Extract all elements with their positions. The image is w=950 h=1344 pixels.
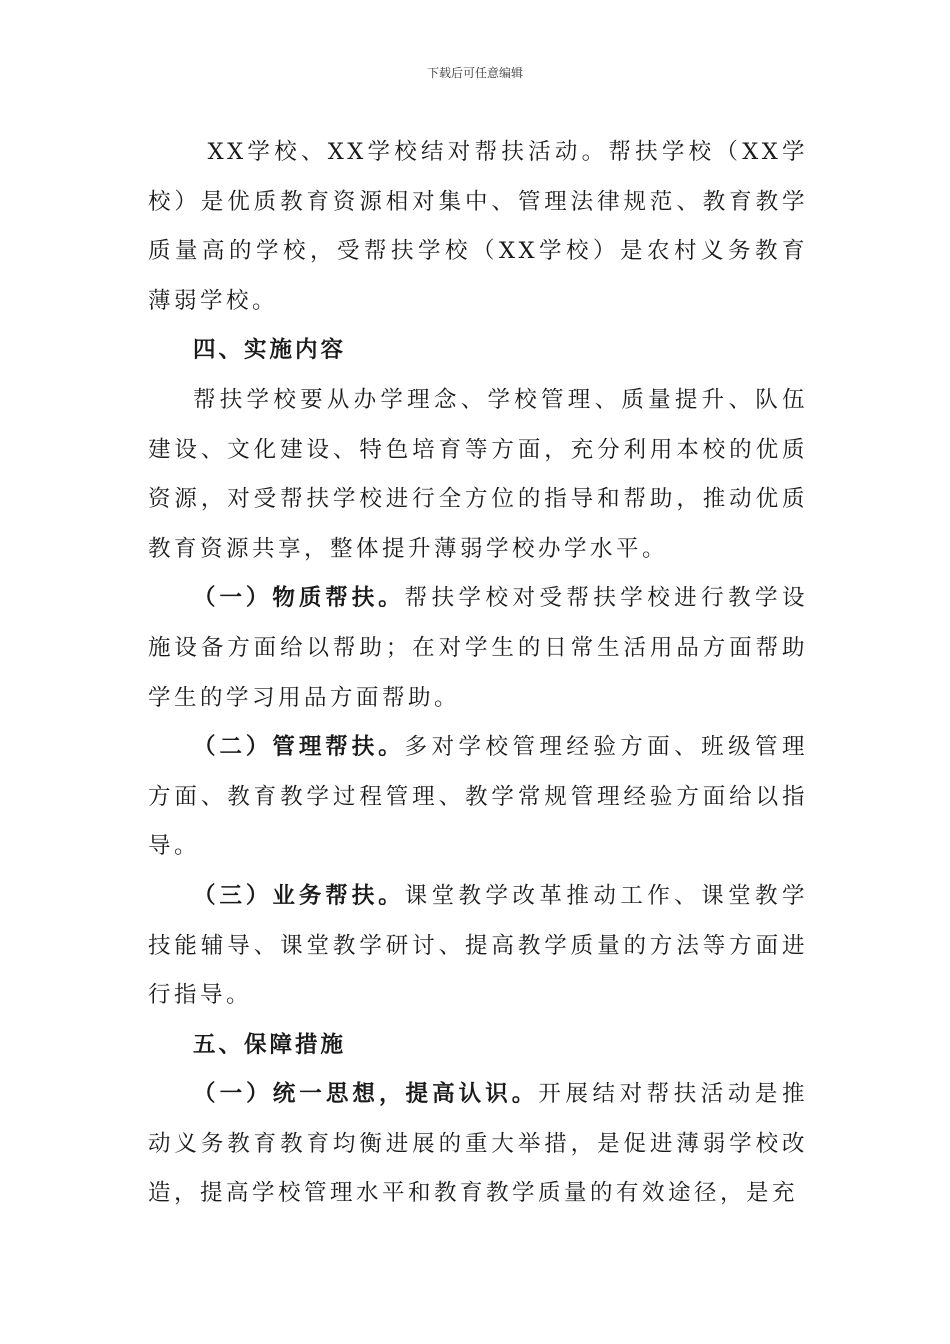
subheading-material-support: （一）物质帮扶。	[193, 585, 405, 612]
text-material-support: 帮扶学校对受帮扶学校进行教学设施设备方面给以帮助；在对学生的日常生活用品方面帮助学生的学习用品方面帮助。	[148, 585, 808, 711]
page-header-note: 下载后可任意编辑	[426, 66, 523, 80]
text-management-support: 多对学校管理经验方面、班级管理方面、教育教学过程管理、教学常规管理经验方面给以指导。	[148, 734, 808, 860]
paragraph-implementation: 帮扶学校要从办学理念、学校管理、质量提升、队伍建设、文化建设、特色培育等方面，充分利用本校的优质资源，对受帮扶学校进行全方位的指导和帮助，推动优质教育资源共享，整体提升薄弱学校办学水平。	[148, 386, 808, 562]
paragraph-unify-thinking	[148, 1070, 808, 1219]
paragraph-material-support	[148, 574, 808, 723]
paragraph-management-support	[148, 723, 808, 872]
document-body	[148, 128, 808, 1219]
subheading-management-support: （二）管理帮扶。	[193, 734, 405, 761]
section-heading-implementation: 四、实施内容	[193, 337, 347, 364]
section-heading-safeguards: 五、保障措施	[193, 1031, 347, 1058]
paragraph-pairing-intro: XX学校、XX学校结对帮扶活动。帮扶学校（XX学校）是优质教育资源相对集中、管理法律规范、教育教学质量高的学校，受帮扶学校（XX学校）是农村义务教育薄弱学校。	[148, 139, 808, 314]
subheading-unify-thinking: （一）统一思想，提高认识。	[193, 1081, 539, 1108]
subheading-business-support: （三）业务帮扶。	[193, 882, 405, 909]
text-unify-thinking: 开展结对帮扶活动是推动义务教育教育均衡进展的重大举措，是促进薄弱学校改造，提高学校管理水平和教育教学质量的有效途径，是充	[148, 1081, 808, 1207]
text-business-support: 课堂教学改革推动工作、课堂教学技能辅导、课堂教学研讨、提高教学质量的方法等方面进行指导。	[148, 882, 808, 1009]
paragraph-business-support	[148, 872, 808, 1021]
